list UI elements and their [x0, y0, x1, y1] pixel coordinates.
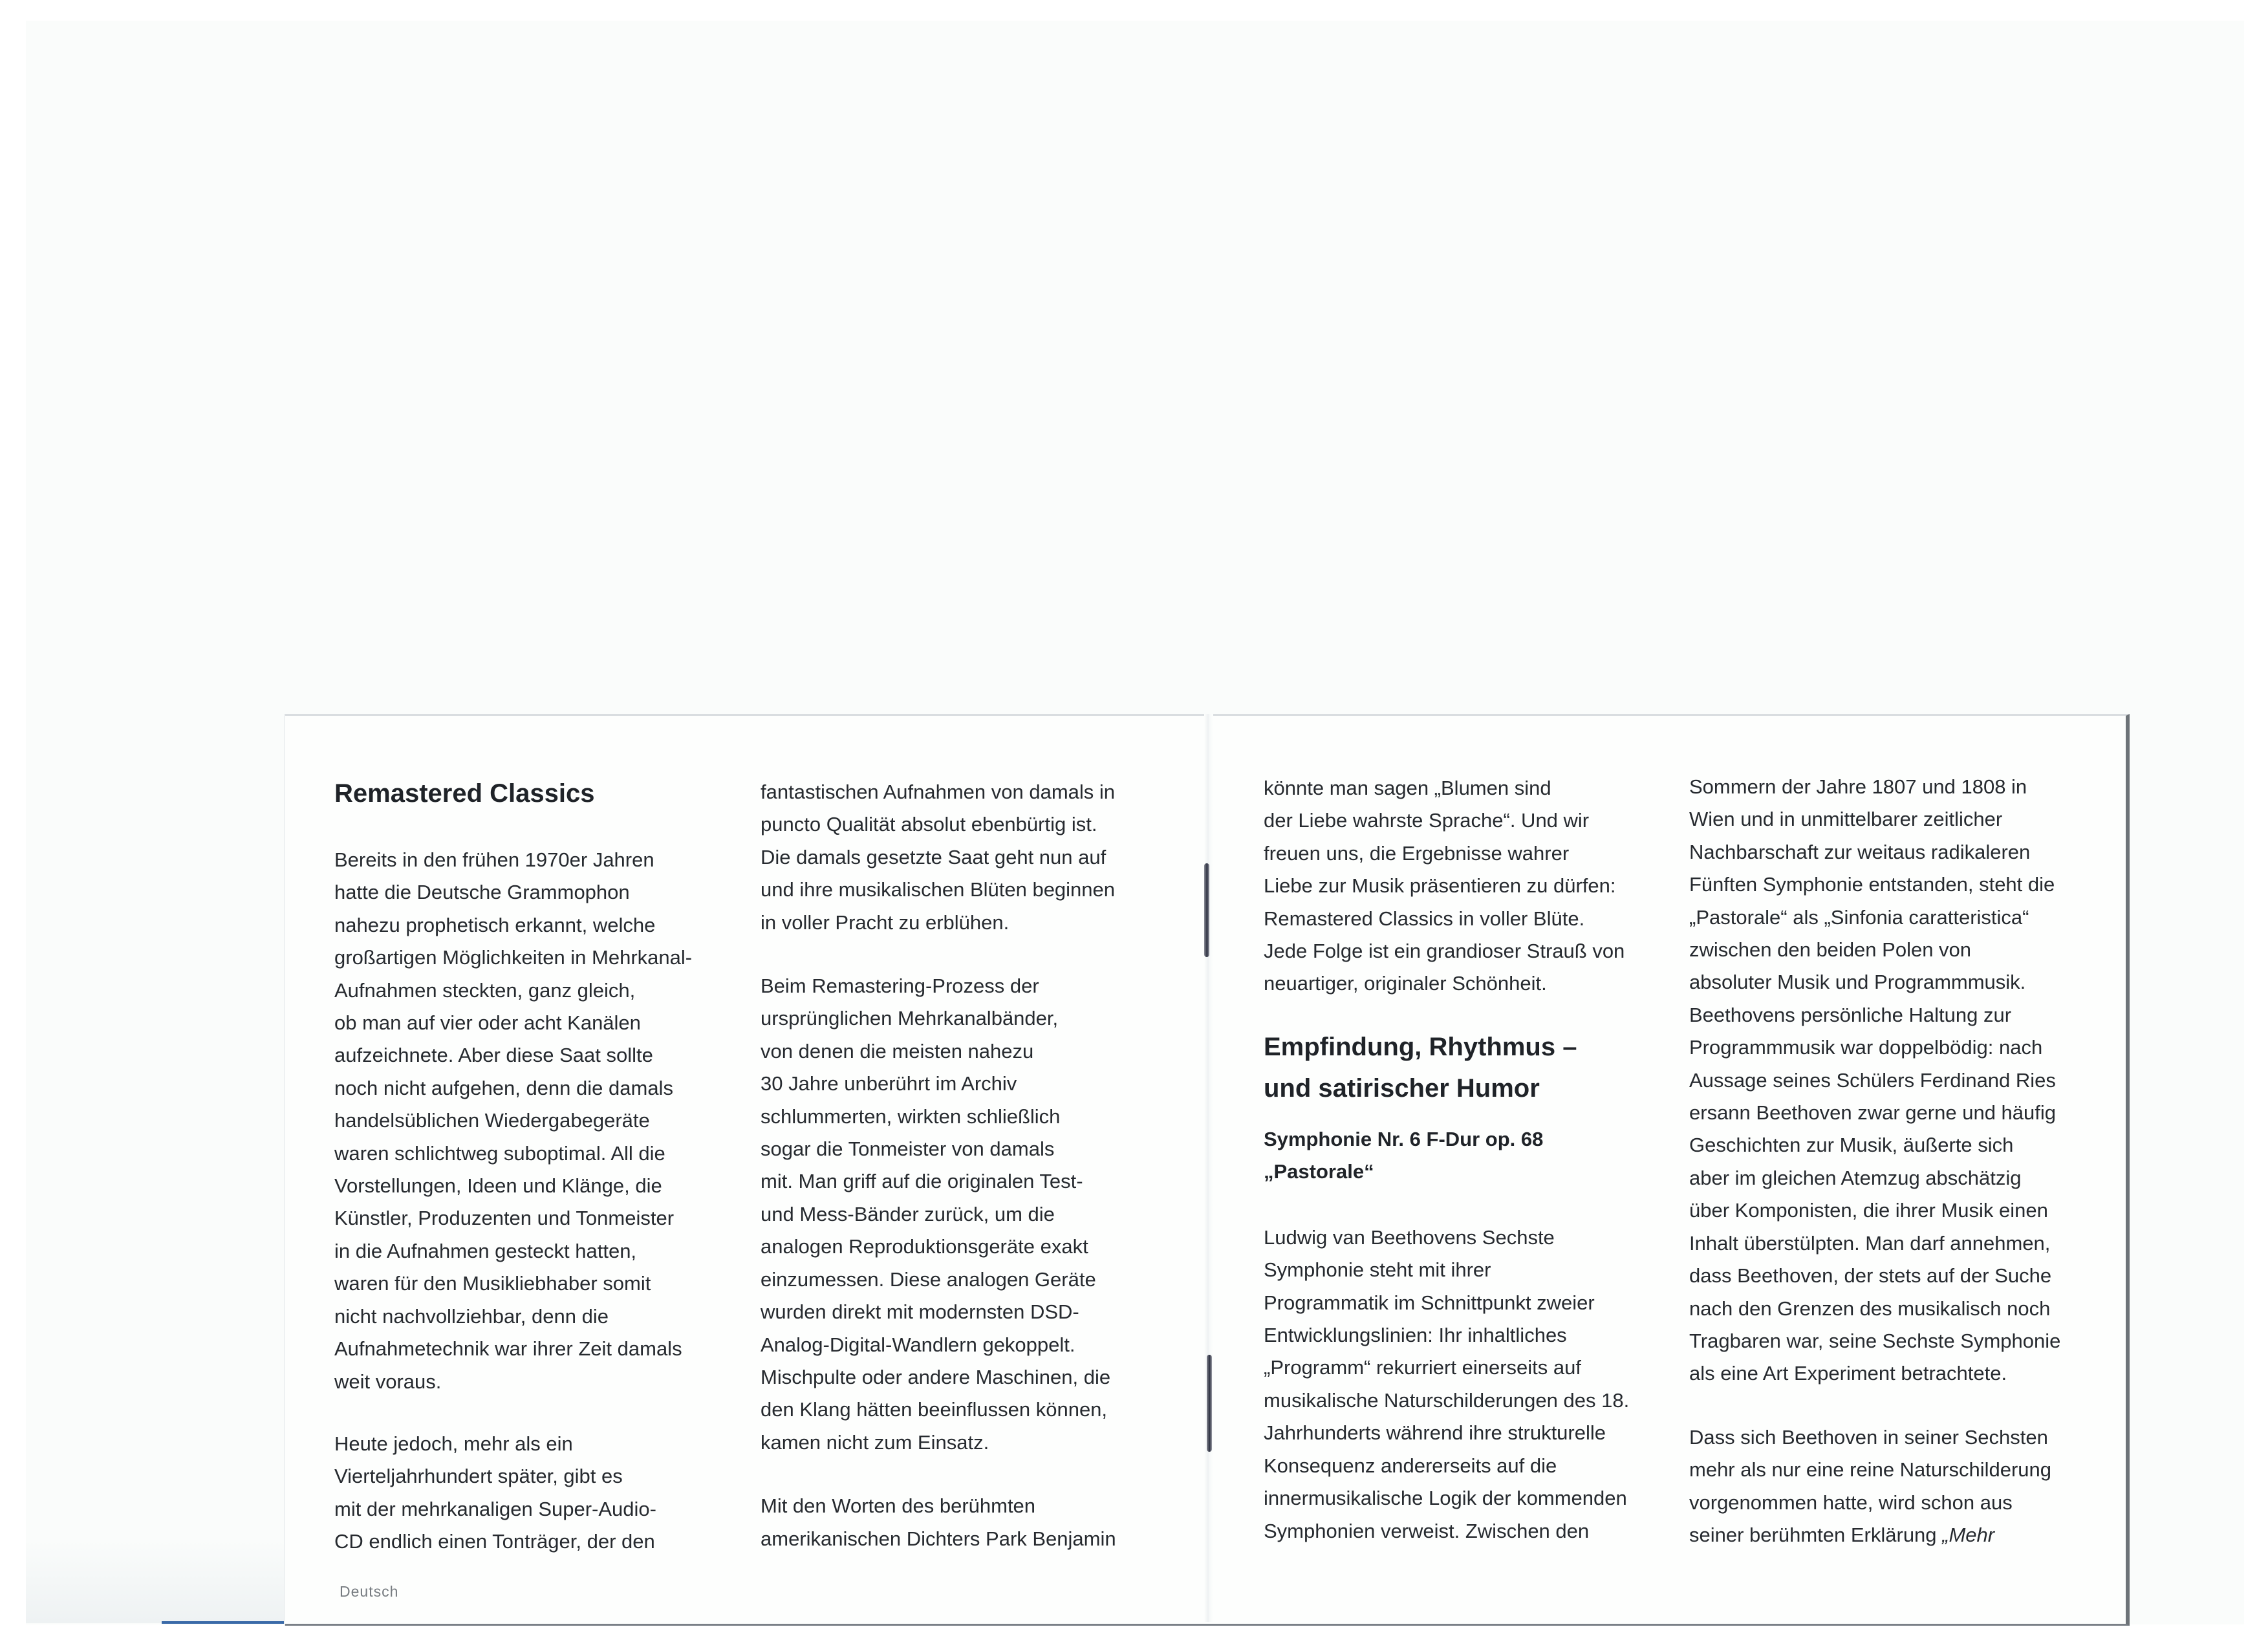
- text-line: handelsüblichen Wiedergabegeräte: [334, 1109, 650, 1132]
- line-text: seiner berühmten Erklärung: [1689, 1523, 1943, 1546]
- text-line: kamen nicht zum Einsatz.: [761, 1430, 989, 1454]
- text-line: über Komponisten, die ihrer Musik einen: [1689, 1199, 2048, 1222]
- text-line: Geschichten zur Musik, äußerte sich: [1689, 1134, 2014, 1157]
- text-line: ersann Beethoven zwar gerne und häufig: [1689, 1101, 2057, 1125]
- text-line: vorgenommen hatte, wird schon aus: [1689, 1491, 2013, 1514]
- text-line: mit der mehrkanaligen Super-Audio-: [334, 1497, 656, 1520]
- text-line: wurden direkt mit modernsten DSD-: [761, 1300, 1079, 1324]
- text-line: Mit den Worten des berühmten: [761, 1494, 1036, 1518]
- text-line: Bereits in den frühen 1970er Jahren: [334, 848, 654, 871]
- text-line: waren schlichtweg suboptimal. All die: [334, 1141, 665, 1165]
- text-line: nicht nachvollziehbar, denn die: [334, 1304, 609, 1328]
- paragraph: [1689, 771, 2060, 1390]
- text-line: Aufnahmen steckten, ganz gleich,: [334, 978, 636, 1002]
- section-heading: [1264, 1026, 1629, 1109]
- text-line: hatte die Deutsche Grammophon: [334, 881, 630, 904]
- text-line: Symphonie steht mit ihrer: [1264, 1258, 1491, 1282]
- text-line: Analog-Digital-Wandlern gekoppelt.: [761, 1333, 1075, 1356]
- text-line: aber im gleichen Atemzug abschätzig: [1689, 1166, 2022, 1189]
- paragraph: [1264, 1222, 1629, 1547]
- text-line: und Mess-Bänder zurück, um die: [761, 1202, 1055, 1225]
- text-line: von denen die meisten nahezu: [761, 1039, 1034, 1062]
- column-1: [334, 777, 692, 1558]
- text-line: Beethovens persönliche Haltung zur: [1689, 1003, 2012, 1026]
- text-line: „Pastorale“ als „Sinfonia caratteristica“: [1689, 905, 2029, 929]
- text-line: zwischen den beiden Polen von: [1689, 938, 1972, 962]
- text-line: weit voraus.: [334, 1370, 442, 1393]
- booklet-spine: [1204, 714, 1213, 1622]
- text-line: mehr als nur eine reine Naturschilderung: [1689, 1458, 2052, 1482]
- text-line: freuen uns, die Ergebnisse wahrer: [1264, 841, 1570, 865]
- text-line: Dass sich Beethoven in seiner Sechsten: [1689, 1425, 2048, 1449]
- text-line: Die damals gesetzte Saat geht nun auf: [761, 845, 1107, 868]
- text-line: großartigen Möglichkeiten in Mehrkanal-: [334, 946, 693, 969]
- text-line: mit. Man griff auf die originalen Test-: [761, 1170, 1083, 1193]
- text-line: in voller Pracht zu erblühen.: [761, 911, 1010, 934]
- paragraph: [761, 970, 1116, 1459]
- paragraph: [761, 1490, 1116, 1555]
- text-line: der Liebe wahrste Sprache“. Und wir: [1264, 809, 1590, 832]
- text-line: nahezu prophetisch erkannt, welche: [334, 913, 656, 936]
- section-title: Remastered Classics: [334, 779, 595, 808]
- text-line: Sommern der Jahre 1807 und 1808 in: [1689, 775, 2027, 798]
- text-line: Heute jedoch, mehr als ein: [334, 1432, 573, 1455]
- text-line: neuartiger, originaler Schönheit.: [1264, 972, 1547, 995]
- text-line: schlummerten, wirkten schließlich: [761, 1105, 1061, 1128]
- text-line: Inhalt überstülpten. Man darf annehmen,: [1689, 1231, 2051, 1255]
- text-line: Programmatik im Schnittpunkt zweier: [1264, 1291, 1595, 1314]
- text-line: waren für den Musikliebhaber somit: [334, 1272, 651, 1295]
- text-line: nach den Grenzen des musikalisch noch: [1689, 1297, 2051, 1320]
- text-line: Jahrhunderts während ihre strukturelle: [1264, 1421, 1606, 1445]
- text-line: 30 Jahre unberührt im Archiv: [761, 1072, 1017, 1095]
- text-line: und satirischer Humor: [1264, 1073, 1540, 1103]
- text-line: in die Aufnahmen gesteckt hatten,: [334, 1239, 637, 1262]
- text-line: Aussage seines Schülers Ferdinand Ries: [1689, 1068, 2056, 1092]
- text-line: Entwicklungslinien: Ihr inhaltliches: [1264, 1324, 1567, 1347]
- italic-quote: „Mehr: [1942, 1523, 1995, 1546]
- text-line: Fünften Symphonie entstanden, steht die: [1689, 873, 2055, 896]
- text-line: sogar die Tonmeister von damals: [761, 1137, 1055, 1161]
- text-line: Ludwig van Beethovens Sechste: [1264, 1225, 1555, 1249]
- text-line: noch nicht aufgehen, denn die damals: [334, 1076, 673, 1099]
- paragraph: [1264, 772, 1629, 1000]
- text-line: Tragbaren war, seine Sechste Symphonie: [1689, 1329, 2061, 1352]
- text-line: als eine Art Experiment betrachtete.: [1689, 1362, 2007, 1385]
- text-line: musikalische Naturschilderungen des 18.: [1264, 1388, 1630, 1412]
- text-line: Symphonien verweist. Zwischen den: [1264, 1519, 1590, 1542]
- text-line: puncto Qualität absolut ebenbürtig ist.: [761, 813, 1097, 836]
- paragraph: [1689, 1421, 2060, 1552]
- text-line: Remastered Classics in voller Blüte.: [1264, 907, 1585, 930]
- text-line: fantastischen Aufnahmen von damals in: [761, 781, 1116, 803]
- text-line: Jede Folge ist ein grandioser Strauß von: [1264, 940, 1625, 963]
- text-line: Vierteljahrhundert später, gibt es: [334, 1465, 623, 1488]
- text-line: Liebe zur Musik präsentieren zu dürfen:: [1264, 874, 1616, 898]
- page-language-label: Deutsch: [340, 1583, 399, 1600]
- text-line: und ihre musikalischen Blüten beginnen: [761, 878, 1116, 901]
- text-line: ursprünglichen Mehrkanalbänder,: [761, 1007, 1059, 1030]
- text-line: ob man auf vier oder acht Kanälen: [334, 1011, 641, 1035]
- text-line: Programmmusik war doppelbödig: nach: [1689, 1036, 2043, 1059]
- text-line: Mischpulte oder andere Maschinen, die: [761, 1365, 1111, 1388]
- paragraph: [761, 776, 1116, 939]
- text-line: einzumessen. Diese analogen Geräte: [761, 1267, 1096, 1291]
- text-line: CD endlich einen Tonträger, der den: [334, 1530, 655, 1553]
- paragraph: [334, 1428, 692, 1558]
- text-line: Aufnahmetechnik war ihrer Zeit damals: [334, 1337, 682, 1361]
- text-line: Wien und in unmittelbarer zeitlicher: [1689, 808, 2003, 831]
- work-subheading: [1264, 1123, 1629, 1188]
- text-line: Empfindung, Rhythmus –: [1264, 1032, 1577, 1061]
- staple-bottom: [1207, 1355, 1212, 1452]
- text-line: den Klang hätten beeinflussen können,: [761, 1398, 1108, 1421]
- text-line: „Programm“ rekurriert einerseits auf: [1264, 1356, 1581, 1379]
- text-line: „Pastorale“: [1264, 1159, 1374, 1183]
- text-line: Nachbarschaft zur weitaus radikaleren: [1689, 840, 2031, 863]
- column-4: [1689, 771, 2060, 1551]
- text-line: Konsequenz andererseits auf die: [1264, 1454, 1557, 1477]
- text-line: Vorstellungen, Ideen und Klänge, die: [334, 1174, 662, 1198]
- text-line: analogen Reproduktionsgeräte exakt: [761, 1235, 1088, 1258]
- text-line: innermusikalische Logik der kommenden: [1264, 1487, 1627, 1510]
- text-line: dass Beethoven, der stets auf der Suche: [1689, 1264, 2052, 1288]
- text-line: könnte man sagen „Blumen sind: [1264, 777, 1551, 799]
- text-line: Symphonie Nr. 6 F-Dur op. 68: [1264, 1127, 1544, 1150]
- text-line: aufzeichnete. Aber diese Saat sollte: [334, 1044, 653, 1067]
- column-3: [1264, 772, 1629, 1547]
- column-2: [761, 776, 1116, 1555]
- text-line: Beim Remastering-Prozess der: [761, 975, 1039, 998]
- text-line: Künstler, Produzenten und Tonmeister: [334, 1207, 675, 1230]
- staple-top: [1204, 863, 1209, 957]
- text-line: amerikanischen Dichters Park Benjamin: [761, 1527, 1116, 1550]
- text-line: absoluter Musik und Programmmusik.: [1689, 971, 2026, 994]
- paragraph: [334, 844, 692, 1398]
- scan-shadow: [26, 1539, 285, 1623]
